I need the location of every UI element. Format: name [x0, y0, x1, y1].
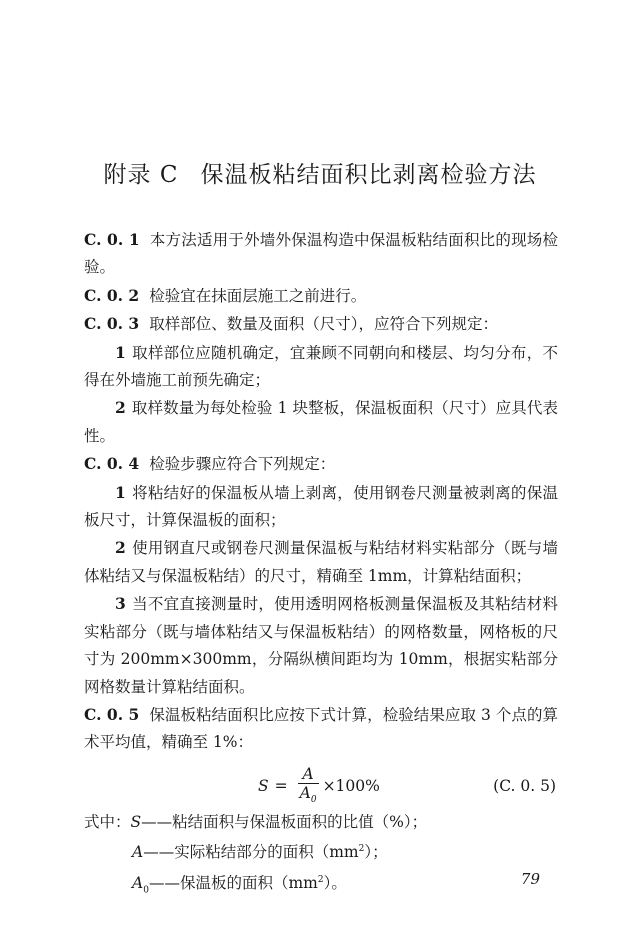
- clause-c01: C. 0. 1 本方法适用于外墙外保温构造中保温板粘结面积比的现场检验。: [84, 230, 558, 277]
- where-line-a: A——实际粘结部分的面积$(mm^2)$；: [132, 843, 388, 862]
- clause-c04-item-3: 3 当不宜直接测量时，使用透明网格板测量保温板及其粘结材料实粘部分（既与墙体粘结又与保温板粘结）的网格数量，网格板的尺寸为 200mm×300mm，分隔纵横间距均为 10mm，根据实粘部分网格数量计算粘结面积。: [84, 594, 558, 696]
- where-line-s: 式中：S——粘结面积与保温板面积的比值（%）；: [84, 812, 428, 831]
- clause-c02: C. 0. 2 检验宜在抹面层施工之前进行。: [84, 285, 367, 305]
- clause-c03-item-2: 2 取样数量为每处检验 1 块整板，保温板面积（尺寸）应具代表性。: [84, 398, 558, 445]
- where-line-a0: $A_0——$保温板的面积$(mm^2)$。: [132, 873, 347, 895]
- formula-fraction: $\frac{A}{A_0}$: [298, 765, 319, 809]
- page-number: 79: [520, 870, 540, 888]
- formula-c05: [84, 759, 558, 809]
- formula-expression: S = $\frac{A}{A_0}$ ×100%: [258, 765, 380, 809]
- formula-number: (C. 0. 5): [493, 776, 556, 795]
- appendix-title-text: 保温板粘结面积比剥离检验方法: [200, 162, 537, 188]
- clause-c03: C. 0. 3 取样部位、数量及面积（尺寸），应符合下列规定：: [84, 314, 498, 334]
- document-body: [84, 226, 558, 904]
- clause-c05: C. 0. 5 保温板粘结面积比应按下式计算，检验结果应取 3 个点的算术平均值，精确至 1%：: [84, 704, 559, 752]
- clause-c04-item-2: 2 使用钢直尺或钢卷尺测量保温板与粘结材料实粘部分（既与墙体粘结又与保温板粘结）的尺寸，精确至 1mm，计算粘结面积；: [84, 538, 558, 585]
- clause-c04: C. 0. 4 检验步骤应符合下列规定：: [84, 454, 336, 474]
- clause-c03-item-1: 1 取样部位应随机确定，宜兼顾不同朝向和楼层、均匀分布，不得在外墙施工前预先确定；: [84, 342, 558, 390]
- appendix-title: [0, 156, 640, 189]
- clause-c04-item-1: 1 将粘结好的保温板从墙上剥离，使用钢卷尺测量被剥离的保温板尺寸，计算保温板的面积；: [84, 482, 558, 530]
- appendix-label: 附录 C: [103, 162, 179, 188]
